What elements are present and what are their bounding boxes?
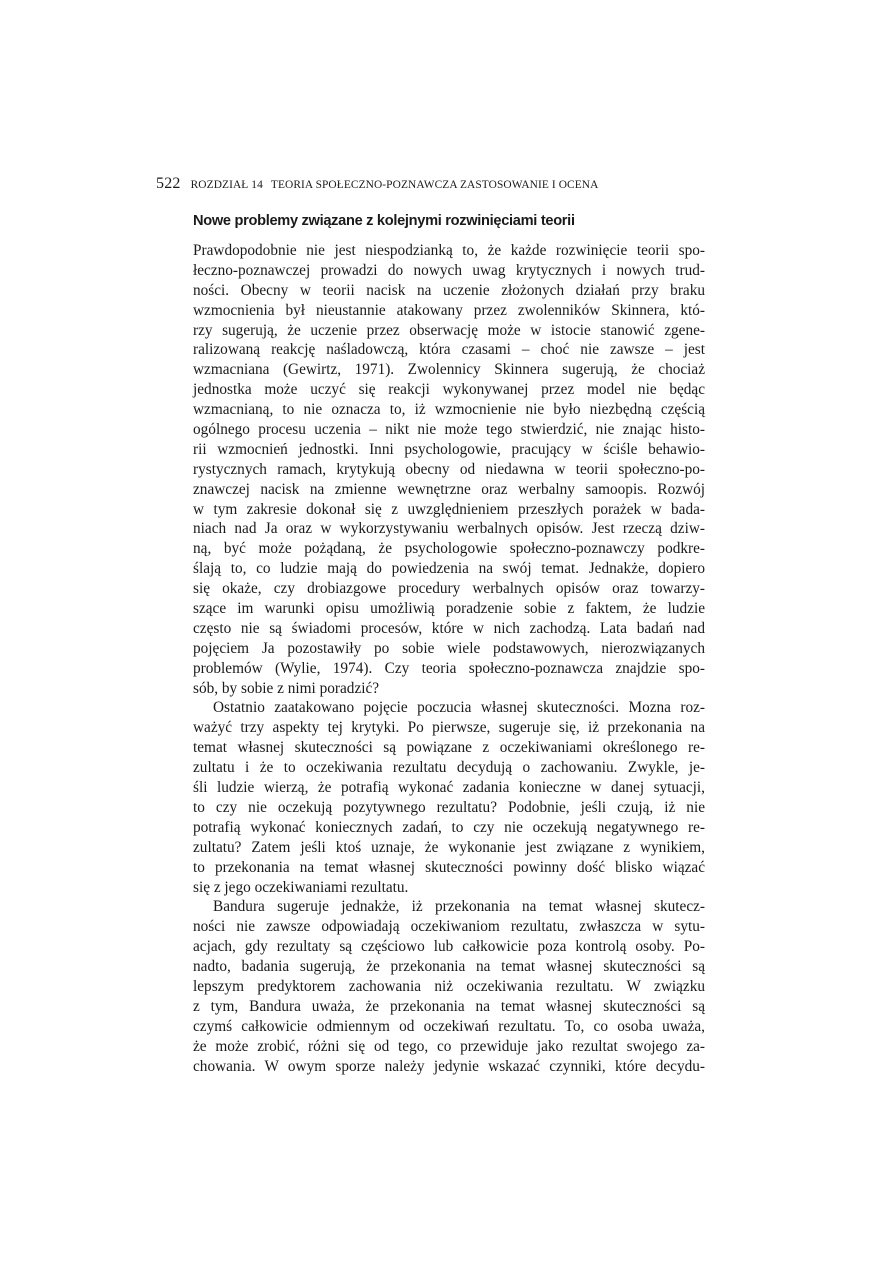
- text-line: ną, być może pożądaną, że psychologowie społeczno-poznawczy podkre-: [193, 540, 705, 558]
- text-line: niach nad Ja oraz w wykorzystywaniu werbalnych opisów. Jest rzeczą dziw-: [193, 520, 705, 538]
- text-line: że może zrobić, różni się od tego, co przewiduje jako rezultat swojego za-: [193, 1037, 705, 1055]
- text-line: śli ludzie wierzą, że potrafią wykonać zadania konieczne w danej sytuacji,: [193, 779, 705, 797]
- chapter-title: TEORIA SPOŁECZNO-POZNAWCZA ZASTOSOWANIE I OCENA: [270, 179, 599, 191]
- text-line: często nie są świadomi procesów, które w nich zachodzą. Lata badań nad: [193, 619, 705, 637]
- text-line: w tym zakresie dokonał się z uwzględnieniem przeszłych porażek w bada-: [193, 500, 705, 518]
- text-line: acjach, gdy rezultaty są częściowo lub całkowicie poza kontrolą osoby. Po-: [193, 938, 705, 956]
- text-line: ślają to, co ludzie mają do powiedzenia na swój temat. Jednakże, dopiero: [193, 560, 705, 578]
- body-text: [193, 241, 705, 1076]
- text-line: wzmacnianą, to nie oznacza to, iż wzmocnienie nie było niezbędną częścią: [193, 401, 705, 419]
- paragraph-2: [193, 698, 705, 897]
- text-line: z tym, Bandura uważa, że przekonania na temat własnej skuteczności są: [193, 997, 705, 1015]
- text-line: ności. Obecny w teorii nacisk na uczenie złożonych działań przy braku: [193, 281, 705, 299]
- text-line: się okaże, czy drobiazgowe procedury werbalnych opisów oraz towarzy-: [193, 580, 705, 598]
- section-heading: Nowe problemy związane z kolejnymi rozwinięciami teorii: [193, 213, 575, 229]
- text-line: szące im warunki opisu umożliwią poradzenie sobie z faktem, że ludzie: [193, 600, 705, 618]
- text-line: nadto, badania sugerują, że przekonania na temat własnej skuteczności są: [193, 958, 705, 976]
- text-line: zultatu? Zatem jeśli ktoś uznaje, że wykonanie jest związane z wynikiem,: [193, 838, 705, 856]
- text-line: chowania. W owym sporze należy jedynie wskazać czynniki, które decydu-: [193, 1057, 705, 1075]
- text-line: Prawdopodobnie nie jest niespodzianką to, że każde rozwinięcie teorii spo-: [193, 242, 705, 259]
- text-line: to czy nie oczekują pozytywnego rezultatu? Podobnie, jeśli czują, iż nie: [193, 798, 705, 816]
- text-line: jednostka może uczyć się reakcji wykonywanej przez model nie będąc: [193, 381, 705, 399]
- text-line: się z jego oczekiwaniami rezultatu.: [193, 878, 409, 896]
- page-number: 522: [156, 175, 181, 192]
- text-line: wzmocnienia był nieustannie atakowany przez zwolenników Skinnera, któ-: [193, 301, 705, 319]
- text-line: temat własnej skuteczności są powiązane z oczekiwaniami określonego re-: [193, 739, 705, 757]
- text-line: problemów (Wylie, 1974). Czy teoria społeczno-poznawcza znajdzie spo-: [193, 659, 705, 677]
- text-line: czymś całkowicie odmiennym od oczekiwań rezultatu. To, co osoba uważa,: [193, 1017, 705, 1035]
- text-line: zultatu i że to oczekiwania rezultatu decydują o zachowaniu. Zwykle, je-: [193, 759, 705, 777]
- running-head: [156, 175, 716, 195]
- text-line: rystycznych ramach, krytykują obecny od niedawna w teorii społeczno-po-: [193, 460, 705, 478]
- text-line: Bandura sugeruje jednakże, iż przekonania na temat własnej skutecz-: [213, 898, 705, 916]
- text-line: znawczej nacisk na zmienne wewnętrzne oraz werbalny samoopis. Rozwój: [193, 480, 705, 498]
- text-line: to przekonania na temat własnej skuteczności powinny dość blisko wiązać: [193, 858, 705, 876]
- text-line: ogólnego procesu uczenia – nikt nie może tego stwierdzić, nie znając histo-: [193, 421, 705, 439]
- text-line: rzy sugerują, że uczenie przez obserwację może w istocie stanowić zgene-: [193, 321, 705, 339]
- text-line: lepszym predyktorem zachowania niż oczekiwania rezultatu. W związku: [193, 977, 705, 995]
- text-line: pojęciem Ja pozostawiły po sobie wiele podstawowych, nierozwiązanych: [193, 639, 705, 657]
- text-line: potrafią wykonać koniecznych zadań, to czy nie oczekują negatywnego re-: [193, 818, 705, 836]
- text-line: ważyć trzy aspekty tej krytyki. Po pierwsze, sugeruje się, iż przekonania na: [193, 719, 705, 737]
- text-line: sób, by sobie z nimi poradzić?: [193, 679, 380, 697]
- text-line: łeczno-poznawczej prowadzi do nowych uwag krytycznych i nowych trud-: [193, 261, 705, 279]
- text-line: rii wzmocnień jednostki. Inni psychologowie, pracujący w ściśle behawio-: [193, 440, 705, 458]
- text-line: Ostatnio zaatakowano pojęcie poczucia własnej skuteczności. Mozna roz-: [213, 699, 705, 717]
- text-line: wzmacniana (Gewirtz, 1971). Zwolennicy Skinnera sugerują, że chociaż: [193, 361, 705, 379]
- paragraph-1: [193, 241, 705, 698]
- paragraph-3: [193, 897, 705, 1076]
- text-line: ralizowaną reakcję naśladowczą, która czasami – choć nie zawsze – jest: [193, 341, 705, 359]
- chapter-label: ROZDZIAŁ 14: [190, 179, 263, 191]
- text-line: ności nie zawsze odpowiadają oczekiwaniom rezultatu, zwłaszcza w sytu-: [193, 918, 705, 936]
